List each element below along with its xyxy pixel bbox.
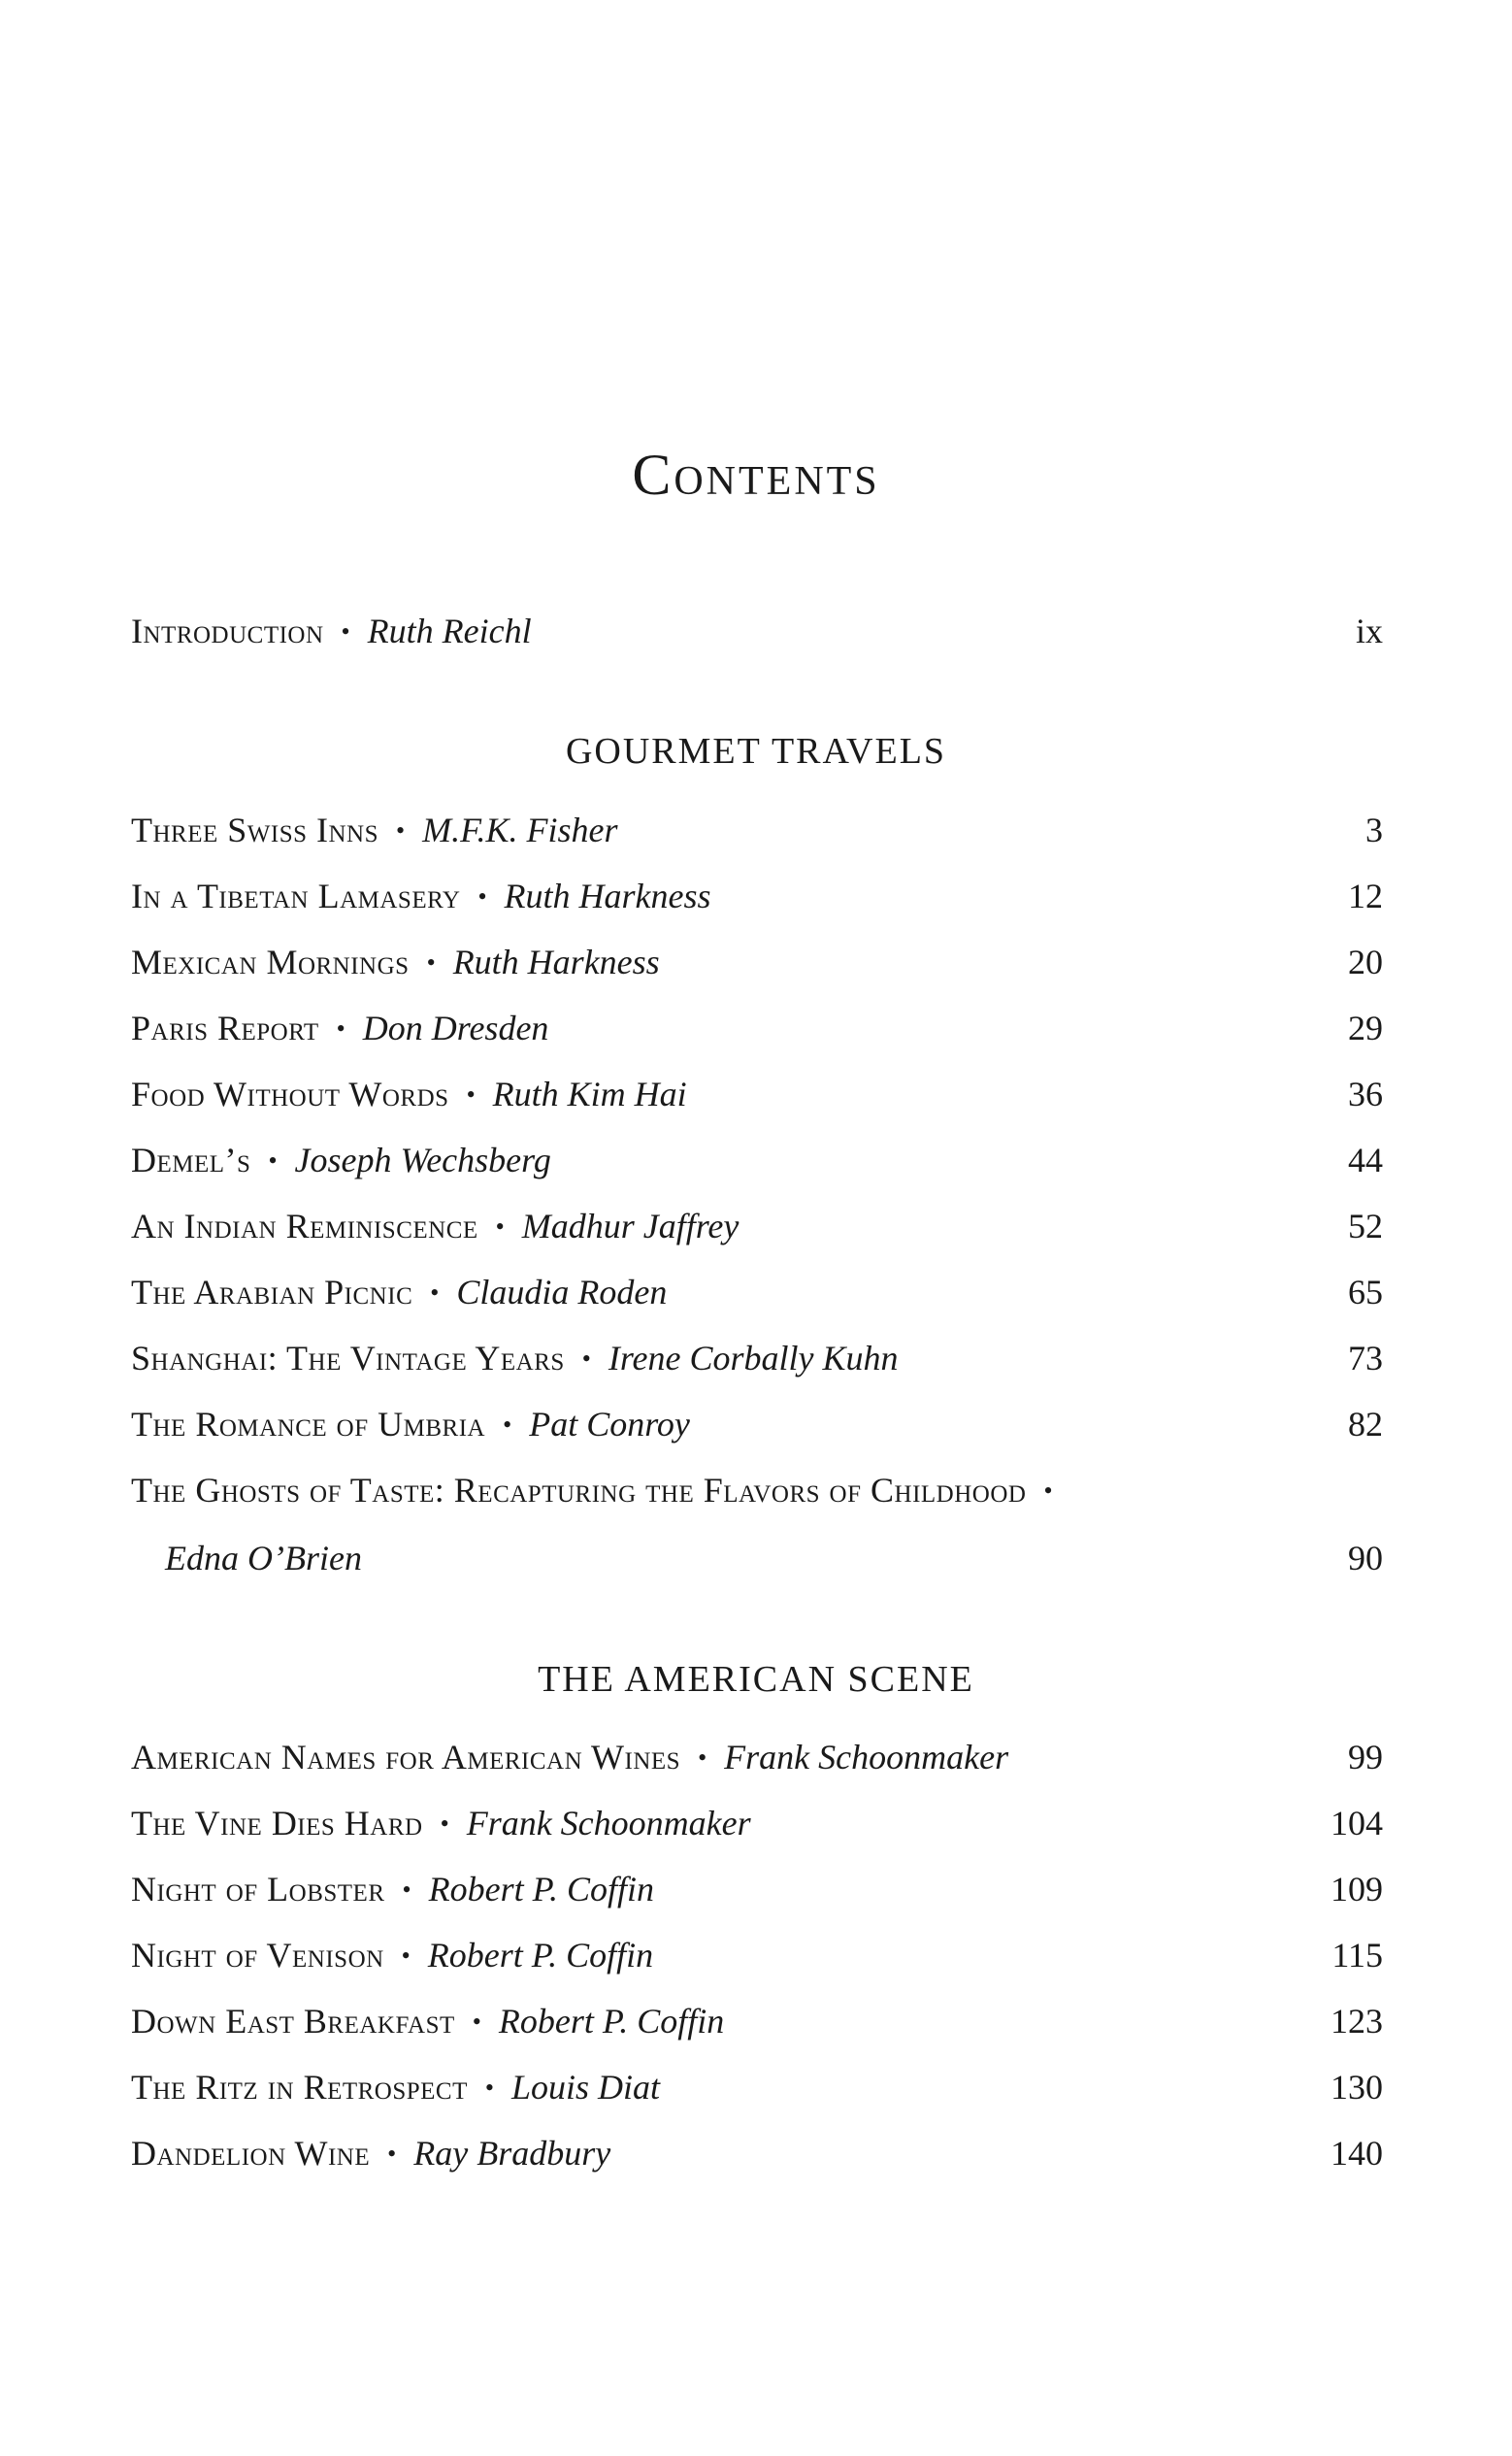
entry-author: Pat Conroy (529, 1405, 690, 1444)
bullet-icon: • (402, 1875, 411, 1904)
toc-entry[interactable] (131, 933, 1383, 991)
section-heading-american-scene: THE AMERICAN SCENE (538, 1659, 974, 1700)
entry-title: Food Without Words (131, 1075, 449, 1113)
bullet-icon: • (401, 1942, 411, 1970)
entry-author: Irene Corbally Kuhn (608, 1339, 899, 1377)
toc-entry[interactable] (131, 999, 1383, 1057)
entry-page-number: 123 (1331, 2002, 1383, 2041)
entry-page-number: 115 (1331, 1936, 1383, 1975)
entry-author: Claudia Roden (456, 1273, 668, 1311)
toc-entry[interactable] (131, 801, 1383, 859)
entry-page-number: 109 (1331, 1870, 1383, 1908)
bullet-icon: • (426, 948, 436, 977)
entry-author: Robert P. Coffin (498, 2002, 725, 2041)
entry-title: Down East Breakfast (131, 2002, 455, 2041)
entry-page-number: 130 (1331, 2068, 1383, 2107)
bullet-icon: • (698, 1743, 707, 1772)
entry-title: The Vine Dies Hard (131, 1804, 423, 1842)
entry-author: Louis Diat (511, 2068, 661, 2107)
entry-author: Don Dresden (362, 1009, 549, 1047)
toc-entry[interactable] (131, 1197, 1383, 1255)
entry-author: Frank Schoonmaker (724, 1738, 1009, 1776)
toc-entry-continuation[interactable] (165, 1529, 1383, 1587)
entry-page-number: 90 (1348, 1539, 1383, 1577)
bullet-icon: • (1043, 1477, 1053, 1505)
entry-title: In a Tibetan Lamasery (131, 877, 461, 915)
entry-author: Robert P. Coffin (427, 1936, 654, 1975)
bullet-icon: • (581, 1344, 591, 1373)
entry-author: Ruth Kim Hai (492, 1075, 687, 1113)
entry-page-number: 65 (1348, 1273, 1383, 1311)
entry-page-number: 99 (1348, 1738, 1383, 1776)
entry-author: Joseph Wechsberg (294, 1141, 551, 1179)
toc-entry[interactable] (131, 1926, 1383, 1984)
toc-entry[interactable] (131, 1794, 1383, 1852)
entry-author: Ruth Harkness (452, 943, 660, 981)
toc-entry[interactable] (131, 1329, 1383, 1387)
bullet-icon: • (396, 816, 406, 845)
toc-entry[interactable] (131, 2058, 1383, 2116)
entry-author: Madhur Jaffrey (521, 1207, 740, 1245)
entry-author: Ruth Reichl (367, 612, 532, 650)
bullet-icon: • (268, 1146, 278, 1175)
entry-author: M.F.K. Fisher (422, 811, 618, 849)
toc-entry[interactable] (131, 1395, 1383, 1453)
entry-author: Robert P. Coffin (428, 1870, 654, 1908)
entry-title: Shanghai: The Vintage Years (131, 1339, 565, 1377)
entry-page-number: 52 (1348, 1207, 1383, 1245)
toc-entry[interactable] (131, 1992, 1383, 2050)
entry-page-number: 82 (1348, 1405, 1383, 1444)
entry-title: Mexican Mornings (131, 943, 410, 981)
toc-entry[interactable] (131, 867, 1383, 925)
toc-entry[interactable] (131, 1263, 1383, 1321)
bullet-icon: • (484, 2074, 494, 2102)
entry-page-number: 12 (1348, 877, 1383, 915)
bullet-icon: • (430, 1278, 440, 1307)
entry-page-number: 3 (1365, 811, 1383, 849)
entry-title: The Ritz in Retrospect (131, 2068, 468, 2107)
entry-title: Night of Venison (131, 1936, 384, 1975)
entry-title: The Romance of Umbria (131, 1405, 486, 1444)
bullet-icon: • (336, 1014, 345, 1043)
entry-author: Edna O’Brien (165, 1539, 362, 1577)
bullet-icon: • (387, 2140, 397, 2168)
section-heading-gourmet-travels: GOURMET TRAVELS (565, 731, 947, 772)
entry-page-number: 73 (1348, 1339, 1383, 1377)
entry-title: Demel’s (131, 1141, 251, 1179)
entry-title: Night of Lobster (131, 1870, 385, 1908)
entry-page-number: 20 (1348, 943, 1383, 981)
entry-title: An Indian Reminiscence (131, 1207, 478, 1245)
entry-title: The Arabian Picnic (131, 1273, 413, 1311)
bullet-icon: • (466, 1080, 476, 1109)
toc-entry[interactable] (131, 1728, 1383, 1786)
entry-page-number: 44 (1348, 1141, 1383, 1179)
bullet-icon: • (477, 882, 487, 911)
entry-page-number: 36 (1348, 1075, 1383, 1113)
toc-entry[interactable] (131, 1860, 1383, 1918)
entry-title: Three Swiss Inns (131, 811, 379, 849)
entry-title: Paris Report (131, 1009, 319, 1047)
bullet-icon: • (341, 617, 350, 646)
entry-title: American Names for American Wines (131, 1738, 681, 1776)
entry-author: Ruth Harkness (504, 877, 711, 915)
entry-page-number: 29 (1348, 1009, 1383, 1047)
bullet-icon: • (495, 1212, 505, 1241)
bullet-icon: • (440, 1809, 449, 1838)
entry-author: Ray Bradbury (413, 2134, 611, 2173)
toc-entry[interactable] (131, 1065, 1383, 1123)
entry-page-number: ix (1355, 612, 1383, 650)
page-title: Contents (632, 443, 880, 507)
entry-title: Dandelion Wine (131, 2134, 371, 2173)
entry-title: Introduction (131, 612, 324, 650)
bullet-icon: • (503, 1411, 512, 1439)
toc-entry[interactable] (131, 2124, 1383, 2182)
entry-page-number: 104 (1331, 1804, 1383, 1842)
entry-page-number: 140 (1331, 2134, 1383, 2173)
bullet-icon: • (472, 2008, 481, 2036)
toc-entry[interactable] (131, 1131, 1383, 1189)
toc-entry-introduction[interactable] (131, 602, 1383, 660)
entry-title: The Ghosts of Taste: Recapturing the Flavors of Childhood (131, 1471, 1027, 1510)
toc-entry[interactable] (131, 1461, 1383, 1519)
entry-author: Frank Schoonmaker (466, 1804, 751, 1842)
